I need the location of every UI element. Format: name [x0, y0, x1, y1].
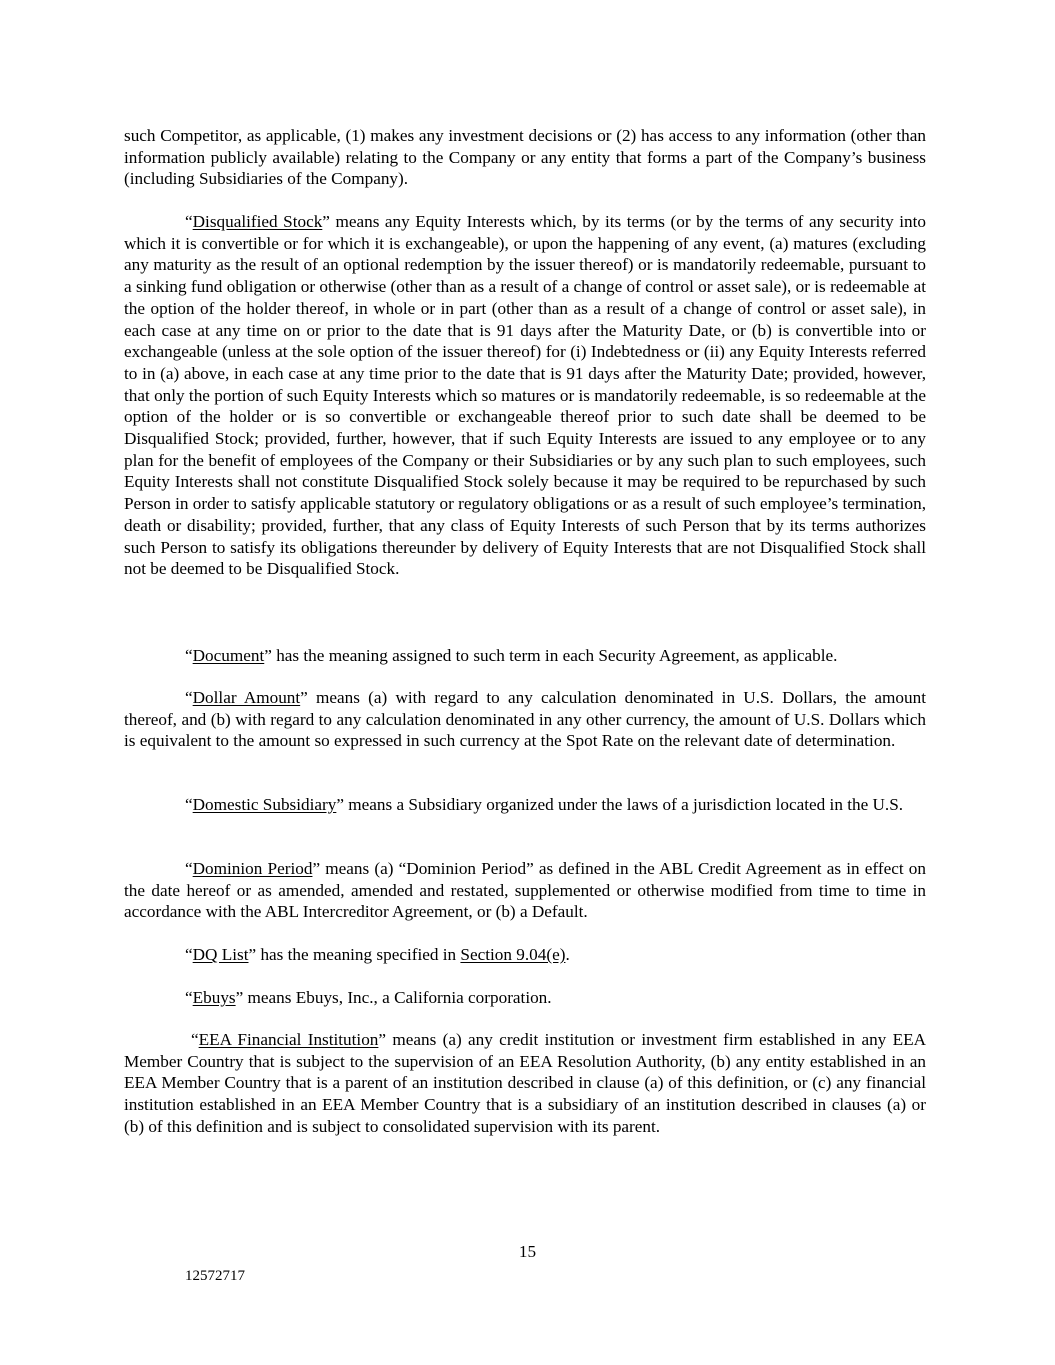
open-quote: “: [185, 795, 193, 814]
defined-term: Domestic Subsidiary: [192, 795, 337, 814]
defined-term: EEA Financial Institution: [198, 1030, 379, 1049]
open-quote: “: [185, 688, 193, 707]
definition-disqualified-stock: [124, 211, 926, 580]
definition-eea-financial-institution: [124, 1029, 926, 1138]
definition-body-end: .: [565, 945, 570, 964]
definition-body: means (a) with regard to any calculation denominated in U.S. Dollars, the amount thereof, and (b) with regard to any calculation denominated in any other currency, the amount of U.S. Dollars which is equivalent to the amount so expressed in such currency at the Spot Rate on the relevant date of determination.: [124, 688, 926, 751]
close-quote: ”: [336, 795, 344, 814]
definition-body: means (a) “Dominion Period” as defined in the ABL Credit Agreement as in effect on the date hereof or as amended, amended and restated, supplemented or otherwise modified from time to time in accordance with the ABL Intercreditor Agreement, or (b) a Default.: [124, 859, 926, 922]
close-quote: ”: [264, 646, 272, 665]
definition-dollar-amount: [124, 687, 926, 752]
defined-term: Dominion Period: [192, 859, 313, 878]
defined-term: Ebuys: [192, 988, 236, 1007]
definition-body: means a Subsidiary organized under the laws of a jurisdiction located in the U.S.: [343, 795, 904, 814]
open-quote: “: [191, 1030, 199, 1049]
continuation-paragraph: such Competitor, as applicable, (1) makes any investment decisions or (2) has access to any information (other than information publicly available) relating to the Company or any entity that forms a part of the Company’s business (including Subsidiaries of the Company).: [124, 126, 926, 189]
definition-ebuys: [124, 987, 926, 1009]
section-reference-link[interactable]: Section 9.04(e): [460, 945, 566, 964]
close-quote: ”: [235, 988, 244, 1007]
close-quote: ”: [322, 212, 330, 231]
open-quote: “: [185, 945, 193, 964]
defined-term: Disqualified Stock: [192, 212, 323, 231]
document-id: 12572717: [185, 1268, 245, 1284]
definition-dominion-period: [124, 858, 926, 923]
close-quote: ”: [248, 945, 257, 964]
definition-body: means Ebuys, Inc., a California corporation.: [243, 988, 552, 1007]
open-quote: “: [185, 212, 193, 231]
definition-body: means any Equity Interests which, by its terms (or by the terms of any security into which it is convertible or for which it is exchangeable), or upon the happening of any event, (a) matures (excluding any maturity as the result of an optional redemption by the issuer thereof) or is mandatorily redeemable, pursuant to a sinking fund obligation or otherwise (other than as a result of a change of control or asset sale), or is redeemable at the option of the holder thereof, in whole or in part (other than as a result of a change of control or asset sale), in each case at any time on or prior to the date that is 91 days after the Maturity Date, or (b) is convertible into or exchangeable (unless at the sole option of the issuer thereof) for (i) Indebtedness or (ii) any Equity Interests referred to in (a) above, in each case at any time prior to the date that is 91 days after the Maturity Date; provided, however, that only the portion of such Equity Interests which so matures or is mandatorily redeemable, is so redeemable at the option of the holder or is so convertible or exchangeable thereof prior to such date shall be deemed to be Disqualified Stock; provided, further, however, that if such Equity Interests are issued to any employee or to any plan for the benefit of employees of the Company or their Subsidiaries or by any such plan to such employees, such Equity Interests shall not constitute Disqualified Stock solely because it may be required to be repurchased by such Person in order to satisfy applicable statutory or regulatory obligations or as a result of such employee’s termination, death or disability; provided, further, that any class of Equity Interests of such Person that by its terms authorizes such Person to satisfy its obligations thereunder by delivery of Equity Interests that are not Disqualified Stock shall not be deemed to be Disqualified Stock.: [124, 212, 926, 579]
definition-body: has the meaning specified in: [256, 945, 461, 964]
open-quote: “: [185, 988, 193, 1007]
definition-body: means (a) any credit institution or investment firm established in any EEA Member Country that is subject to the supervision of an EEA Resolution Authority, (b) any entity established in an EEA Member Country that is a parent of an institution described in clause (a) of this definition, or (c) any financial institution established in an EEA Member Country that is a subsidiary of an institution described in clauses (a) or (b) of this definition and is subject to consolidated supervision with its parent.: [124, 1030, 927, 1136]
close-quote: ”: [300, 688, 308, 707]
definition-document: [124, 645, 926, 667]
page-number: 15: [518, 1242, 537, 1261]
close-quote: ”: [312, 859, 321, 878]
defined-term: Document: [192, 646, 265, 665]
definition-dq-list: [124, 944, 926, 966]
defined-term: DQ List: [192, 945, 249, 964]
definition-domestic-subsidiary: [124, 794, 926, 816]
defined-term: Dollar Amount: [192, 688, 301, 707]
open-quote: “: [185, 859, 193, 878]
definition-body: has the meaning assigned to such term in each Security Agreement, as applicable.: [271, 646, 838, 665]
close-quote: ”: [378, 1030, 387, 1049]
open-quote: “: [185, 646, 193, 665]
